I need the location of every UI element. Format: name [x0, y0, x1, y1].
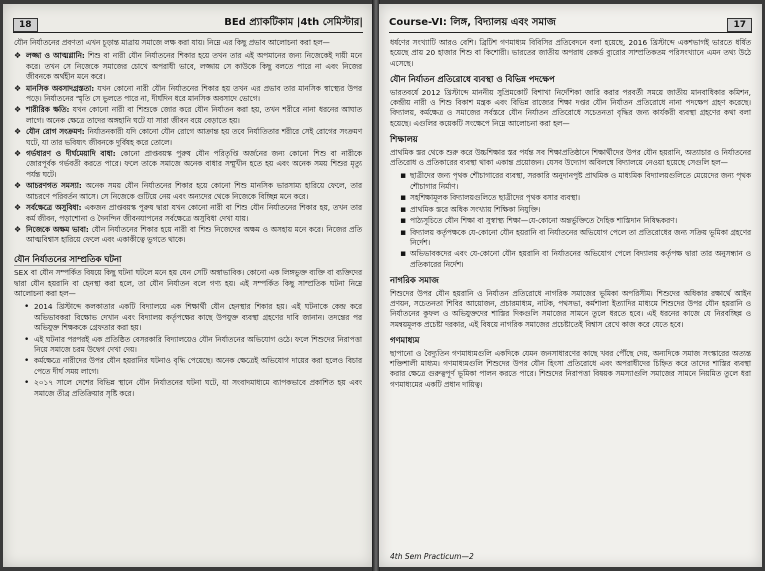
section-heading-recent-events: যৌন নির্যাতনের সাম্প্রতিক ঘটনা — [14, 254, 121, 266]
school-measures-list — [390, 171, 751, 270]
left-page-header — [13, 14, 363, 33]
left-page-content — [3, 35, 373, 399]
event-item: • ২০১৭ সালে দেশের বিভিন্ন স্থানে যৌন নির্যাতনের ঘটনা ঘটে, যা সংবাদমাধ্যমে ব্যাপকভাবে প্রকাশিত হয় এবং সমাজে তীব্র প্রতিক্রিয়ার সৃষ্টি করে। — [24, 378, 362, 399]
effect-item: ❖ নিজেকে অক্ষম ভাবা: যৌন নির্যাতনের শিকার হয়ে নারী বা শিশু নিজেদের অক্ষম ও অসহায় মনে করে। নিজের প্রতি আত্মবিশ্বাস হারিয়ে ফেলে এবং একাকীত্বে ভুগতে থাকে। — [14, 225, 362, 246]
event-item: • 2014 খ্রিস্টাব্দে কলকাতার একটি বিদ্যালয়ে এক শিক্ষার্থী যৌন হেনস্থার শিকার হয়। এই ঘটনাকে কেন্দ্র করে অভিভাবকরা বিক্ষোভ দেখান এবং বিদ্যালয় কর্তৃপক্ষের কাছে উপযুক্ত ব্যবস্থা গ্রহণের দাবি জানান। তদন্তের পর অভিযুক্ত শিক্ষককে গ্রেফতার করা হয়। — [24, 302, 362, 333]
section-heading-school: শিক্ষালয় — [390, 134, 418, 145]
effect-item: ❖ যৌন রোগ সংক্রমণ: নির্যাতনকারী যদি কোনো যৌন রোগে আক্রান্ত হয় তবে নির্যাতিতার শরীরে সেই রোগের সংক্রমণ ঘটে, যা তার ভবিষ্যৎ জীবনকে দুর্বিষহ করে তোলে। — [14, 127, 362, 148]
effect-item: ❖ গর্ভধারণ ও দীর্ঘমেয়াদি বাধা: কোনো প্রাপ্তবয়স্ক পুরুষ যৌন পরিতৃপ্তি অর্জনের জন্য কোনো শিশু বা নারীকে জোরপূর্বক গর্ভবতী করতে পারে। ফলে তাকে সমাজে অনেক বাধার সম্মুখীন হতে হয় এবং অনেক সময় শিশুর মৃত্যু পর্যন্ত ঘটে। — [14, 149, 362, 180]
effect-item: ❖ শারীরিক ক্ষতি: যখন কোনো নারী বা শিশুকে জোর করে যৌন নির্যাতন করা হয়, তখন শরীরে নানা ধরনের আঘাত লাগে। অনেক ক্ষেত্রে তাদের অঙ্গহানি ঘটে যা সারা জীবন বয়ে বেড়াতে হয়। — [14, 105, 362, 126]
effect-item: ❖ সর্বক্ষেত্রে অসুবিধা: একজন প্রাপ্তবয়স্ক পুরুষ দ্বারা যখন কোনো নারী বা শিশু যৌন নির্যাতনের শিকার হয়, তখন তার কর্ম জীবন, পড়াশোনা ও দৈনন্দিন জীবনযাপনের সর্বক্ষেত্রে অসুবিধা দেখা যায়। — [14, 203, 362, 224]
effect-item: ❖ লজ্জা ও আত্মগ্লানি: শিশু বা নারী যৌন নির্যাতনের শিকার হয়ে তখন তার এই অপমানের জন্য নিজেকেই দায়ী মনে করে। তখন সে নিজেকে সমাজের চোখে অপরাধী ভাবে, লজ্জায় সে কাউকে কিছু বলতে পারে না এবং নিজের জীবনকে অর্থহীন মনে করে। — [14, 51, 362, 82]
effect-item: ❖ মানসিক অবসাদগ্রস্ততা: যখন কোনো নারী যৌন নির্যাতনের শিকার হয় তখন এর প্রভাব তার মানসিক স্বাস্থ্যের উপর পড়ে। নির্যাতনের স্মৃতি সে ভুলতে পারে না, দীর্ঘদিন ধরে মানসিক অবসাদে ভোগে। — [14, 84, 362, 105]
school-measure-item: ▪ ছাত্রীদের জন্য পৃথক শৌচাগারের ব্যবস্থা, সরকারি অনুদানপুষ্ট প্রাথমিক ও মাধ্যমিক বিদ্যালয়গুলিতে মেয়েদের জন্য পৃথক শৌচাগার নির্মাণ। — [400, 171, 751, 192]
section-heading-media: গণমাধ্যম — [390, 335, 420, 346]
right-intro: ধর্ষণের সংখ্যাটি আরও বেশি। ব্রিটিশ গণমাধ্যম বিবিসির প্রতিবেদনে বলা হয়েছে, 2016 খ্রিস্টাব্দে একশভাগই ভারতে ধর্ষিত হয়েছে প্রায় 20 হাজার শিশু বা কিশোরী। ভারতের জাতীয় অপরাধ রেকর্ড ব্যুরোর সাম্প্রতিকতম পরিসংখ্যানে এমন তথ্য উঠে এসেছে। — [390, 38, 751, 68]
left-intro: যৌন নির্যাতনের প্রবণতা এখন চূড়ান্ত মাত্রায় সমাজে লক্ষ করা যায়। নিম্নে এর কিছু প্রভাব আলোচনা করা হল— — [14, 38, 330, 47]
media-text: ছাপানো ও বৈদ্যুতিন গণমাধ্যমগুলি একদিকে যেমন জনসাধারণের কাছে খবর পৌঁছে দেয়, অন্যদিকে সমাজ সংস্কারের অত্যন্ত শক্তিশালী মাধ্যম। গণমাধ্যমগুলি শিশুদের উপর যৌন হিংসা প্রতিরোধে এবং অপরাধীদের চিহ্নিত করে তাদের শাস্তির ব্যবস্থা করার ক্ষেত্রে গুরুত্বপূর্ণ ভূমিকা পালন করতে পারে। শিশুদের নিরাপত্তা বিষয়ক সমস্যাগুলি সমাজের সামনে নিয়মিত তুলে ধরা গণমাধ্যমের একটি প্রধান দায়িত্ব। — [390, 348, 751, 389]
school-measure-item: ▪ বিদ্যালয় কর্তৃপক্ষকে যে-কোনো যৌন হয়রানি বা নির্যাতনের অভিযোগ পেলে তা প্রতিরোধের জন্য সক্রিয় ভূমিকা গ্রহণের নির্দেশ। — [400, 228, 751, 249]
section-heading-prevention: যৌন নির্যাতন প্রতিরোধে ব্যবস্থা ও বিভিন্ন পদক্ষেপ — [390, 74, 555, 85]
school-measure-item: ▪ সহশিক্ষামূলক বিদ্যালয়গুলিতে ছাত্রীদের পৃথক বসার ব্যবস্থা। — [400, 193, 751, 203]
prevention-text: ভারতবর্ষে 2012 খ্রিস্টাব্দে মাননীয় সুপ্রিমকোর্ট বিশাখা নির্দেশিকা জারি করার পরবর্তী সময়ে জাতীয় মানবাধিকার কমিশন, কেন্দ্রীয় নারী ও শিশু বিকাশ মন্ত্রক এবং বিভিন্ন রাজ্যের শিক্ষা দপ্তর যৌন নির্যাতন প্রতিরোধে নানা পদক্ষেপ গ্রহণ করেছে। বিদ্যালয়, কর্মক্ষেত্র ও সমাজের সর্বস্তরে যৌন নির্যাতন প্রতিরোধে সচেতনতা বৃদ্ধির জন্য কার্যকরী ব্যবস্থা গ্রহণের কথা বলা হয়েছে। এগুলির কয়েকটি সংক্ষেপে নিম্নে আলোচনা করা হল— — [390, 87, 751, 128]
event-item: • কর্মক্ষেত্রে নারীদের উপর যৌন হয়রানির ঘটনাও বৃদ্ধি পেয়েছে। অনেক ক্ষেত্রেই অভিযোগ দায়ের করা হলেও বিচার পেতে দীর্ঘ সময় লাগে। — [24, 356, 362, 377]
school-measure-item: ▪ অভিভাবকদের এবং যে-কোনো যৌন হয়রানি বা নির্যাতনের অভিযোগ পেলে বিদ্যালয় কর্তৃপক্ষ দ্বারা তার অনুসন্ধান ও প্রতিকারের নির্দেশ। — [400, 249, 751, 270]
school-text: প্রাথমিক স্তর থেকে শুরু করে উচ্চশিক্ষার স্তর পর্যন্ত সব শিক্ষাপ্রতিষ্ঠানে শিক্ষার্থীদের উপর যৌন হয়রানি, অত্যাচার ও নির্যাতনের প্রতিরোধ ও প্রতিকারের ব্যবস্থা থাকা একান্ত প্রয়োজন। যেসব উদ্যোগ অবিলম্বে বিদ্যালয়ে নেওয়া হয়েছে সেগুলি হল— — [390, 147, 751, 168]
event-item: • এই ঘটনার পরপরই এক প্রতিষ্ঠিত বেসরকারি বিদ্যালয়েও যৌন নির্যাতনের অভিযোগ ওঠে। ফলে শিশুদের নিরাপত্তা নিয়ে সমাজে চরম উদ্বেগ দেখা দেয়। — [24, 335, 362, 356]
section-heading-civil-society: নাগরিক সমাজ — [390, 275, 439, 286]
right-page-number: 17 — [727, 18, 752, 32]
left-page — [3, 4, 373, 567]
effects-list — [14, 51, 362, 245]
school-measure-item: ▪ প্রাথমিক স্তরে অধিক সংখ্যায় শিক্ষিকা নিযুক্তি। — [400, 205, 751, 215]
school-measure-item: ▪ পাঠ্যসূচিতে যৌন শিক্ষা বা সুস্বাস্থ্য শিক্ষা—যে-কোনো অন্তর্ভুক্তিতে দৈহিক শাস্তিদান নিষিদ্ধকরণ। — [400, 216, 751, 226]
left-header-title: BEd প্র্যাকটিকাম |4th সেমিস্টার| — [224, 17, 363, 28]
effect-item: ❖ আচরণগত সমস্যা: অনেক সময় যৌন নির্যাতনের শিকার হয়ে কোনো শিশু মানসিক ভারসাম্য হারিয়ে ফেলে, তার আচরণে পরিবর্তন আসে। সে নিজেকে গুটিয়ে নেয় এবং অন্যদের থেকে নিজেকে বিচ্ছিন্ন মনে করে। — [14, 181, 362, 202]
right-page-content — [379, 35, 762, 390]
recent-events-intro: SEX বা যৌন সম্পর্কিত বিষয়ে কিছু ঘটনা ঘটলে মনে হয় যেন সেটি অস্বাভাবিক। কোনো এক লিঙ্গভুক্ত ব্যক্তি বা ব্যক্তিদের দ্বারা যৌন হয়রানি বা হেনস্থা করা হলে, তা যৌন নির্যাতন বলে গণ্য হয়। এই সম্পর্কিত কিছু সাম্প্রতিক ঘটনা নিম্নে আলোচনা করা হল— — [14, 268, 362, 298]
left-page-number: 18 — [13, 18, 38, 32]
right-page-header — [389, 14, 752, 33]
right-page — [379, 4, 762, 567]
civil-society-text: শিশুদের উপর যৌন হয়রানি ও নির্যাতন প্রতিরোধে নাগরিক সমাজের ভূমিকা অপরিসীম। শিশুদের অধিকার রক্ষার্থে আইন প্রণয়ন, সচেতনতা শিবির আয়োজন, প্রচারমাধ্যম, নাটক, পথসভা, কর্মশালা ইত্যাদির মাধ্যমে শিশুদের উপর যৌন হয়রানি ও নির্যাতনের কুফল ও অভিযুক্তদের শাস্তির দিকগুলি সমাজের সামনে তুলে ধরতে হবে। এই ধরনের কাজে যে নিরবচ্ছিন্ন ও সমন্বয়মূলক প্রচেষ্টা দরকার, এই বিষয়ে নাগরিক সমাজের প্রচেষ্টাতেই বিশ্বাস রেখে কাজ করে যেতে হবে। — [390, 288, 751, 329]
events-list — [14, 302, 362, 399]
course-title: Course-VI: লিঙ্গ, বিদ্যালয় এবং সমাজ — [389, 17, 556, 28]
page-footer: 4th Sem Practicum—2 — [390, 552, 474, 561]
